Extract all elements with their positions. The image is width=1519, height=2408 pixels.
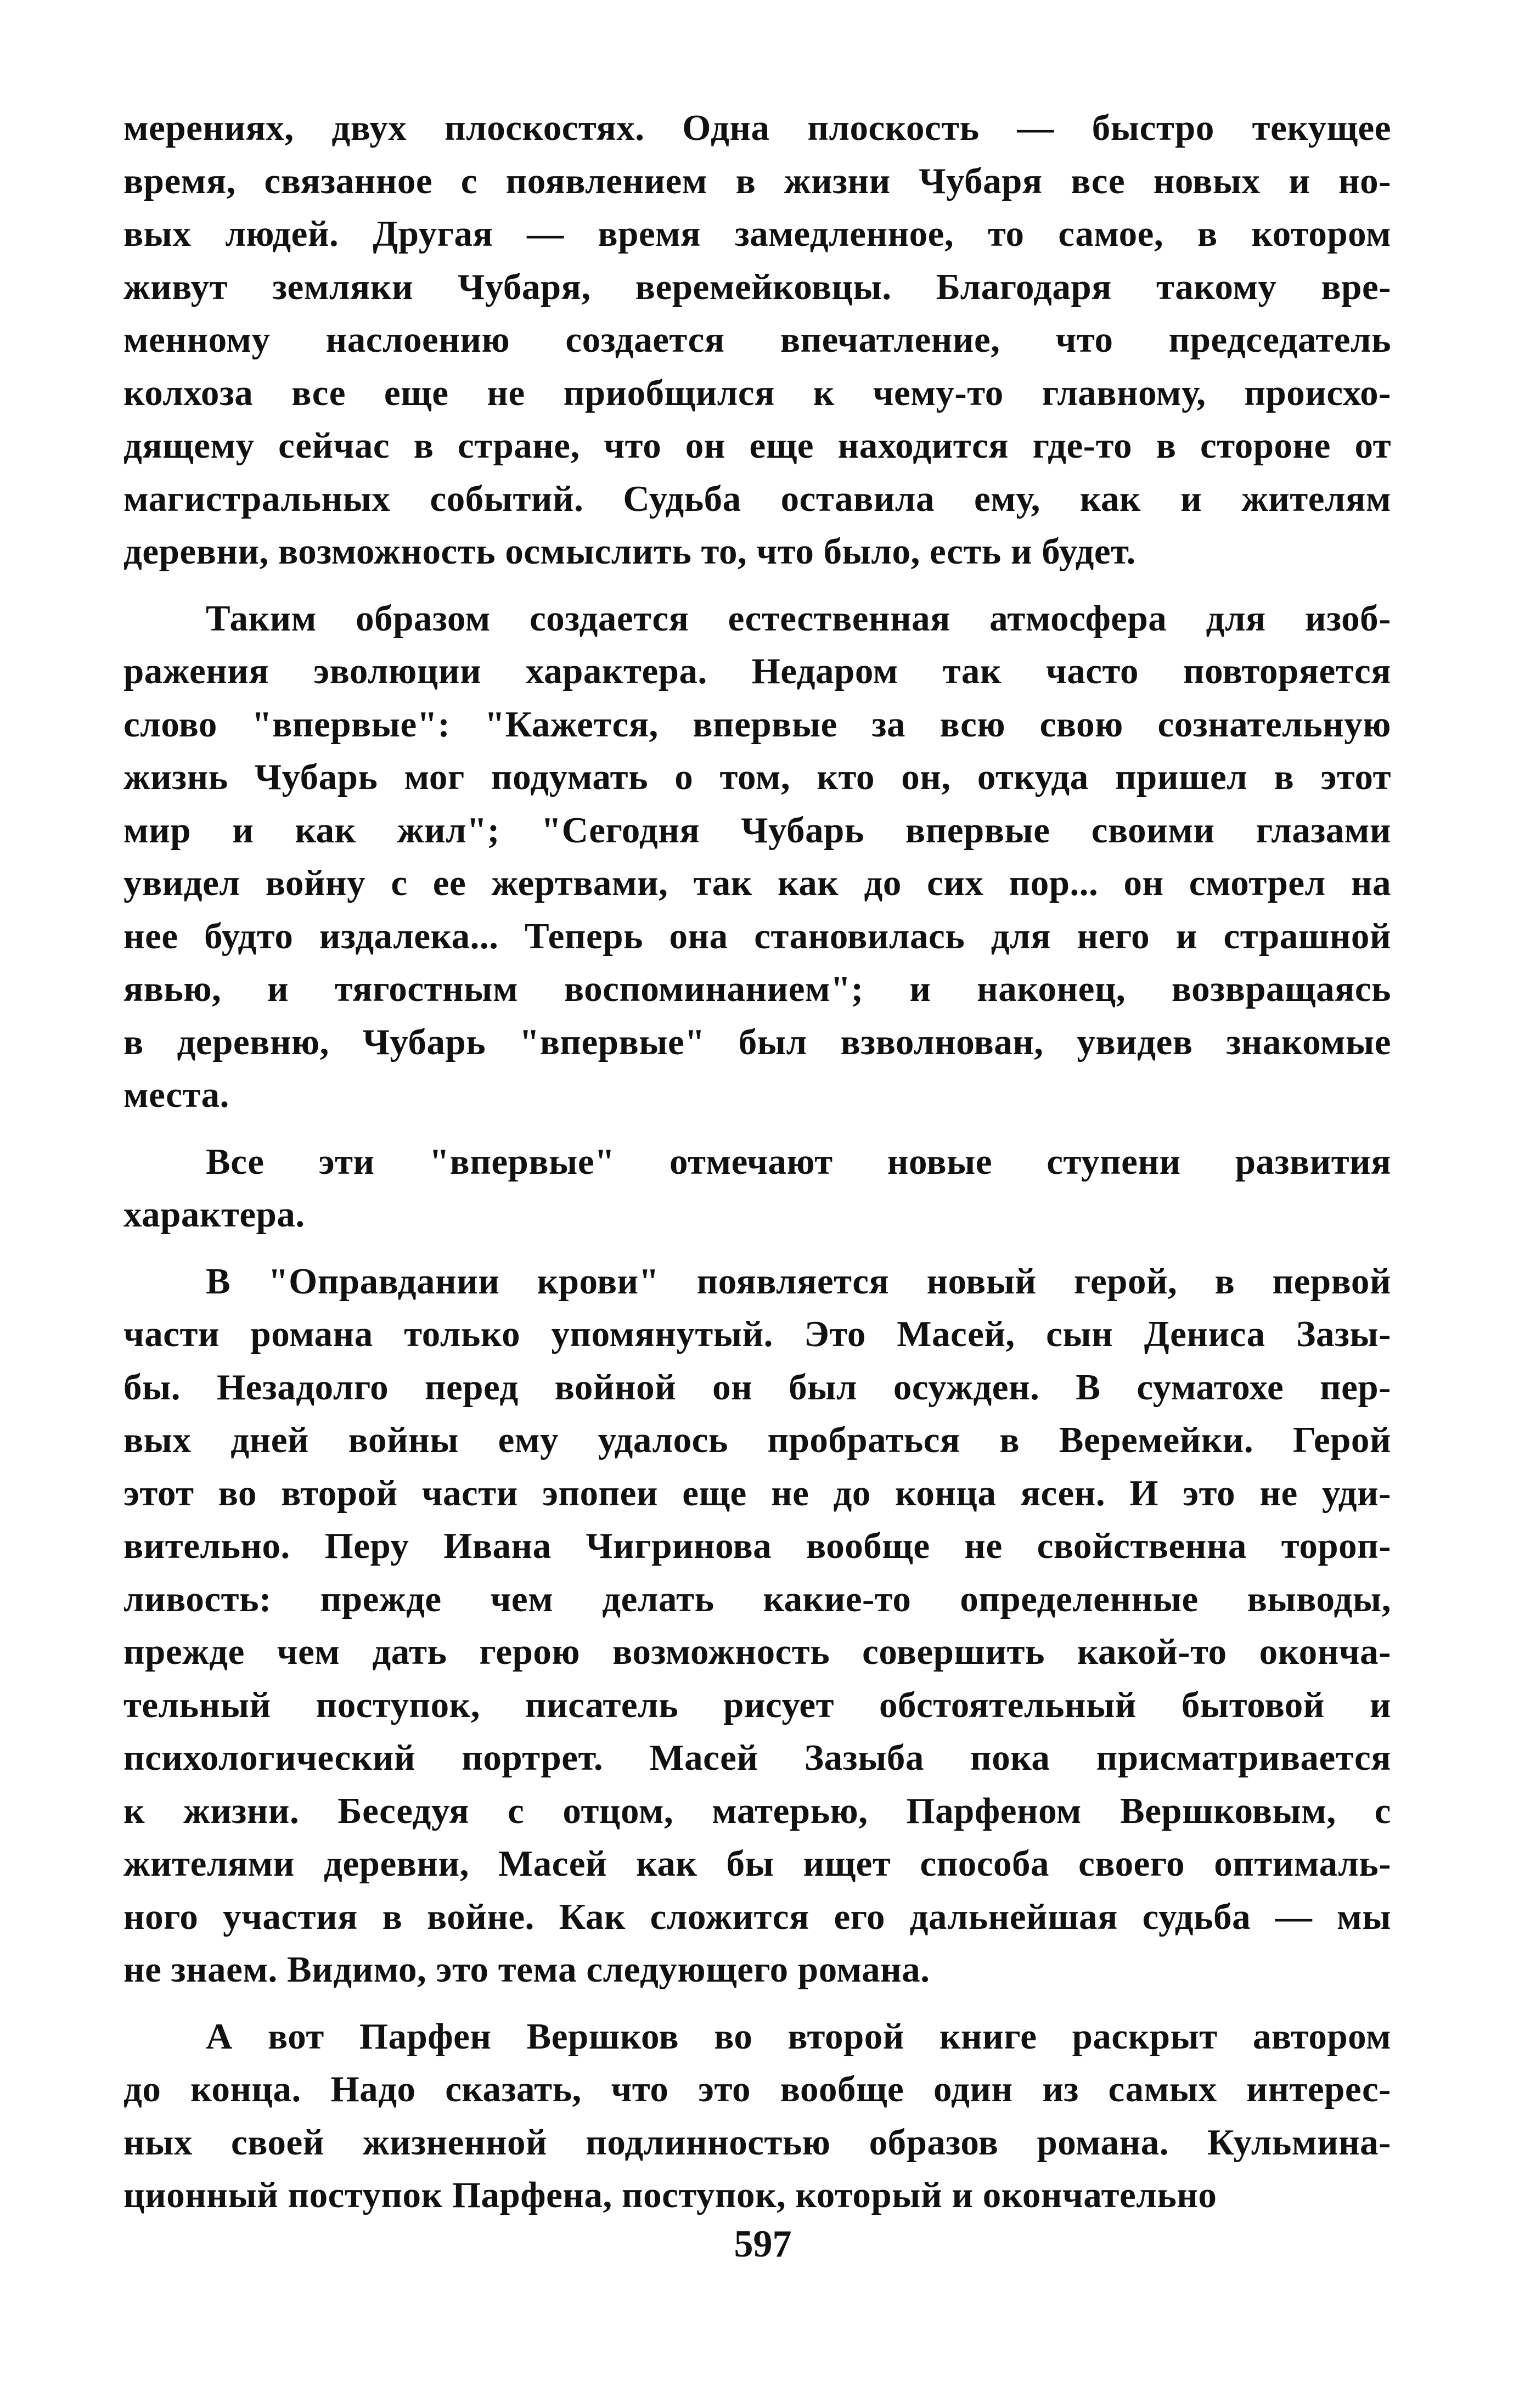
- text-line: явью, и тягостным воспоминанием"; и наконец, возвращаясь: [123, 969, 1391, 1009]
- text-line: ных своей жизненной подлинностью образов романа. Кульмина-: [123, 2122, 1391, 2163]
- text-line: вительно. Перу Ивана Чигринова вообще не свойственна тороп-: [123, 1526, 1391, 1566]
- text-line: увидел войну с ее жертвами, так как до сих пор... он смотрел на: [123, 863, 1391, 903]
- text-line: жизнь Чубарь мог подумать о том, кто он, откуда пришел в этот: [123, 757, 1391, 797]
- text-line: ливость: прежде чем делать какие-то определенные выводы,: [123, 1578, 1391, 1619]
- text-line: психологический портрет. Масей Зазыба пока присматривается: [123, 1737, 1391, 1778]
- text-line: бы. Незадолго перед войной он был осужден. В суматохе пер-: [123, 1366, 1391, 1408]
- text-line: тельный поступок, писатель рисует обстоятельный бытовой и: [123, 1684, 1391, 1725]
- text-line: части романа только упомянутый. Это Масей, сын Дениса Зазы-: [123, 1314, 1391, 1354]
- text-line: деревни, возможность осмыслить то, что было, есть и будет.: [123, 531, 1136, 572]
- paragraph: [123, 592, 1391, 1122]
- text-line: А вот Парфен Вершков во второй книге раскрыт автором: [206, 2016, 1391, 2057]
- text-line: ного участия в войне. Как сложится его дальнейшая судьба — мы: [123, 1896, 1391, 1937]
- text-line: вых людей. Другая — время замедленное, то самое, в котором: [123, 213, 1391, 254]
- text-line: живут земляки Чубаря, веремейковцы. Благодаря такому вре-: [123, 266, 1391, 307]
- text-line: характера.: [123, 1194, 305, 1235]
- text-line: магистральных событий. Судьба оставила ему, как и жителям: [123, 478, 1391, 519]
- page-body: [123, 102, 1391, 2324]
- paragraph: [123, 2010, 1391, 2222]
- text-line: слово "впервые": "Кажется, впервые за всю свою сознательную: [123, 704, 1391, 745]
- text-line: к жизни. Беседуя с отцом, матерью, Парфеном Вершковым, с: [123, 1790, 1391, 1831]
- text-body: [123, 102, 1391, 2222]
- paragraph: [123, 1255, 1391, 1996]
- page-number: 597: [734, 2223, 792, 2265]
- text-line: ционный поступок Парфена, поступок, который и окончательно: [123, 2175, 1217, 2215]
- text-line: мир и как жил"; "Сегодня Чубарь впервые своими глазами: [123, 809, 1391, 851]
- text-line: жителями деревни, Масей как бы ищет способа своего оптималь-: [123, 1843, 1391, 1884]
- text-line: Таким образом создается естественная атмосфера для изоб-: [206, 598, 1391, 639]
- text-line: прежде чем дать герою возможность совершить какой-то оконча-: [123, 1631, 1391, 1672]
- text-line: дящему сейчас в стране, что он еще находится где-то в стороне от: [123, 425, 1391, 466]
- text-line: места.: [123, 1074, 229, 1115]
- text-line: время, связанное с появлением в жизни Чубаря все новых и но-: [123, 160, 1391, 201]
- text-line: менному наслоению создается впечатление, что председатель: [123, 319, 1391, 360]
- text-line: колхоза все еще не приобщился к чему-то главному, происхо-: [123, 372, 1391, 413]
- text-line: Все эти "впервые" отмечают новые ступени развития: [206, 1141, 1391, 1182]
- text-line: вых дней войны ему удалось пробраться в Веремейки. Герой: [123, 1420, 1391, 1460]
- text-line: нее будто издалека... Теперь она становилась для него и страшной: [123, 915, 1391, 957]
- text-line: до конца. Надо сказать, что это вообще один из самых интерес-: [123, 2069, 1391, 2109]
- paragraph: [123, 102, 1391, 578]
- paragraph: [123, 1135, 1391, 1241]
- text-line: в деревню, Чубарь "впервые" был взволнован, увидев знакомые: [123, 1021, 1391, 1062]
- text-line: ражения эволюции характера. Недаром так часто повторяется: [123, 651, 1391, 691]
- text-line: не знаем. Видимо, это тема следующего романа.: [123, 1949, 930, 1990]
- text-line: мерениях, двух плоскостях. Одна плоскость — быстро текущее: [123, 108, 1391, 148]
- text-line: В "Оправдании крови" появляется новый герой, в первой: [206, 1261, 1391, 1302]
- text-line: этот во второй части эпопеи еще не до конца ясен. И это не уди-: [123, 1472, 1391, 1514]
